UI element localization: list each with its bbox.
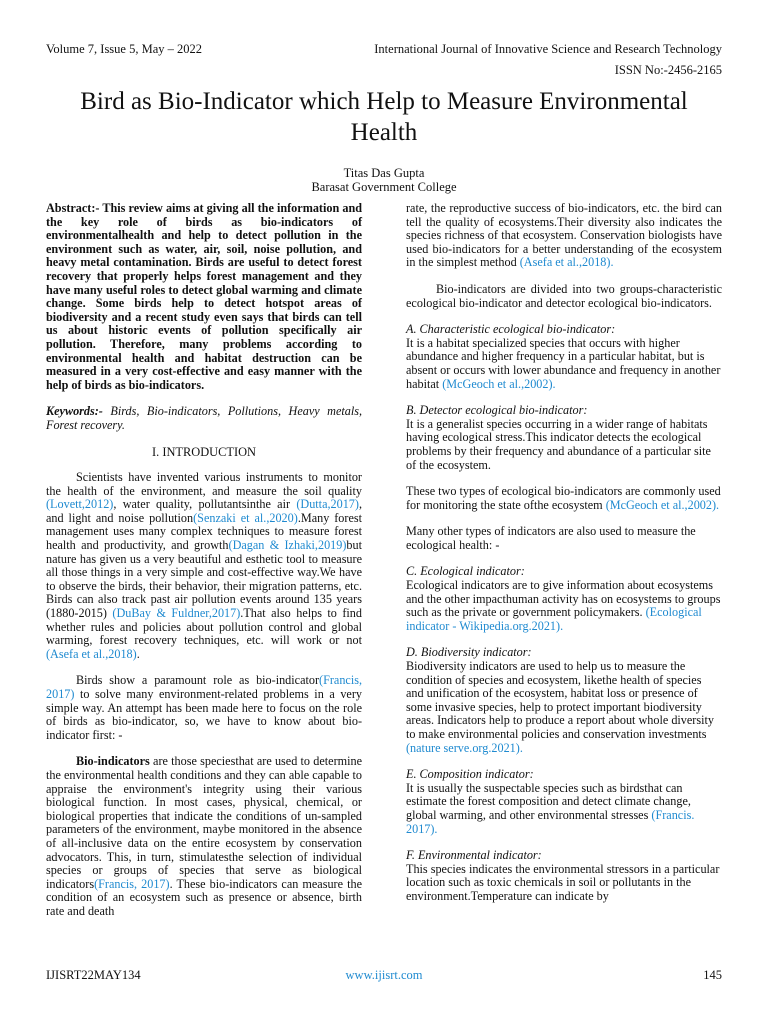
text: It is a habitat specialized species that occurs with higher abundance and higher frequency in a particular habitat, but is absent or occurs with lower abundance and frequency in another habitat [406, 335, 721, 391]
keywords-text: Birds, Bio-indicators, Pollutions, Heavy metals, Forest recovery. [46, 404, 363, 432]
page-number: 145 [703, 968, 722, 982]
subsection-e-text [406, 782, 722, 836]
citation-link[interactable]: (Lovett,2012) [46, 497, 114, 512]
abstract-label: Abstract:- [46, 201, 100, 215]
citation-link[interactable]: (Asefa et al.,2018) [46, 646, 137, 661]
right-column [406, 202, 722, 917]
subheading-b: B. Detector ecological bio-indicator: [406, 403, 588, 418]
intro-paragraph-1 [46, 471, 362, 661]
text: to solve many environment-related problems in a very simple way. An attempt has been made here to focus on the role of birds as bio-indicator, so, we have to know about bio-indicator first: - [46, 687, 362, 742]
citation-link[interactable]: (McGeoch et al.,2002). [605, 497, 720, 512]
subsection-b-text: It is a generalist species occurring in a wider range of habitats having ecological stress.This indicator detects the ecological problems by their frequency and abundance of a particular site of the ecosystem. [406, 416, 711, 472]
text: Scientists have invented various instruments to monitor the health of the environment, and measure the soil quality [46, 470, 362, 498]
text: Birds show a paramount role as bio-indicator [76, 673, 320, 688]
right-paragraph-2: Bio-indicators are divided into two groups-characteristic ecological bio-indicator and detector ecological bio-indicators. [406, 281, 722, 310]
author-name: Titas Das Gupta [343, 166, 425, 180]
left-column [46, 202, 362, 932]
subheading-f: F. Environmental indicator: [406, 848, 542, 863]
text: but nature has given us a very beautiful and esthetic tool to measure all those things in a very simple and cost-effective way.We have to observe the birds, their behavior, their migration patterns, etc. Birds can also track past air pollution events around 135 years (1880-2015) [46, 538, 362, 621]
citation-link[interactable]: (Ecological indicator - Wikipedia.org.2021). [406, 605, 702, 633]
subheading-d: D. Biodiversity indicator: [406, 645, 532, 660]
citation-link[interactable]: (McGeoch et al.,2002). [442, 376, 556, 391]
abstract [46, 202, 362, 392]
abstract-text: This review aims at giving all the information and the key role of birds as bio-indicators of environmentalhealth and help to detect pollution in the environment such as water, air, soil, noise pollution, and heavy metal contamination. Birds are useful to detect forest recovery that properly helps forest management and they have many useful roles to detect global warming and climate change. Some birds help to detect hotspot areas of biodiversity and a recent study even says that birds can tell us about historic events of pollution specifically air pollution. Therefore, many problems according to environmental health and habitat destruction can be measured in a very cost-effective and easy manner with the help of birds as bio-indicators. [46, 201, 363, 392]
subsection-a-text [406, 337, 722, 391]
citation-link[interactable]: (Francis, 2017) [46, 673, 362, 701]
section-heading-introduction: I. INTRODUCTION [152, 444, 256, 459]
right-paragraph-4: Many other types of indicators are also used to measure the ecological health: - [406, 524, 696, 552]
intro-paragraph-3 [46, 755, 362, 918]
journal-name: International Journal of Innovative Science and Research Technology [374, 42, 722, 56]
citation-link[interactable]: (Francis, 2017) [94, 876, 170, 891]
subheading-a: A. Characteristic ecological bio-indicator: [406, 322, 616, 337]
subheading-e: E. Composition indicator: [406, 767, 534, 782]
text: .Many forest management uses many complex techniques to measure forest health and productivity, and growth [46, 510, 363, 553]
text: These two types of ecological bio-indicators are commonly used for monitoring the state ofthe ecosystem [406, 484, 721, 512]
subsection-d-text [406, 660, 722, 755]
text: , water quality, pollutantsinthe air [113, 497, 291, 512]
subheading-c: C. Ecological indicator: [406, 564, 525, 579]
lead-term: Bio-indicators [76, 754, 150, 769]
text: Ecological indicators are to give information about ecosystems and the other impacthuman activity has on ecosystems to groups such as the private or government policymakers. [406, 578, 721, 620]
text: Biodiversity indicators are used to help us to measure the condition of species and ecosystem, likethe health of species and unification of the ecosystem, habitat loss or presence of some invasive species, help to protect important biodiversity areas. Indicators help to produce a report about whole diversity to make environmental policies and conservation investments [406, 659, 714, 741]
citation-link[interactable]: (DuBay & Fuldner,2017) [112, 606, 241, 621]
citation-link[interactable]: (nature serve.org.2021). [406, 740, 523, 755]
intro-paragraph-2 [46, 674, 362, 742]
text: It is usually the suspectable species such as birdsthat can estimate the forest composition and detect climate change, global warming, and other environmental stresses [406, 780, 691, 822]
keywords [46, 405, 362, 432]
text: .That also helps to find whether rules and policies about pollution control and global warming, forest recovery techniques, etc. will work or not [46, 606, 362, 648]
author-block [0, 166, 768, 194]
text: . [136, 646, 140, 661]
subsection-c-text [406, 579, 722, 633]
text: . These bio-indicators can measure the condition of an ecosystem such as presence or absence, birth rate and death [46, 876, 362, 918]
text: are those speciesthat are used to determine the environmental health conditions and they can able capable to appraise the environment's integrity using their various biological function. In most cases, physical, chemical, or biological properties that indicate the conditions of un-sampled parameters of the environment, maybe monitored in the absence of all-inclusive data on the entire ecosystem by conservation advocators. This, in turn, stimulatesthe selection of individual species or groups of species that serve as biological indicators [46, 754, 362, 891]
citation-link[interactable]: (Dutta,2017) [296, 497, 359, 512]
keywords-label: Keywords:- [46, 404, 103, 419]
text: , and light and noise pollution [46, 497, 363, 525]
issn: ISSN No:-2456-2165 [614, 63, 722, 77]
citation-link[interactable]: (Asefa et al.,2018). [519, 255, 614, 270]
right-paragraph-3 [406, 485, 722, 512]
journal-url-link[interactable]: www.ijisrt.com [345, 968, 423, 982]
volume-issue: Volume 7, Issue 5, May – 2022 [46, 42, 203, 56]
citation-link[interactable]: (Senzaki et al.,2020) [193, 510, 298, 525]
citation-link[interactable]: (Francis. 2017). [406, 807, 695, 836]
affiliation: Barasat Government College [311, 180, 457, 194]
paper-title: Bird as Bio-Indicator which Help to Measure Environmental Health [80, 88, 688, 146]
subsection-f-text: This species indicates the environmental stressors in a particular location such as toxic chemicals in soil or pollutants in the environment.Temperature can indicate by [406, 861, 720, 903]
paper-id: IJISRT22MAY134 [46, 968, 141, 982]
right-paragraph-1 [406, 202, 722, 270]
text: rate, the reproductive success of bio-indicators, etc. the bird can tell the quality of ecosystems.Their diversity also indicates the species richness of that ecosystem. Conservation biologists have used bio-indicators for a better understanding of the ecosystem in the simplest method [406, 201, 722, 270]
citation-link[interactable]: (Dagan & Izhaki,2019) [228, 538, 347, 553]
